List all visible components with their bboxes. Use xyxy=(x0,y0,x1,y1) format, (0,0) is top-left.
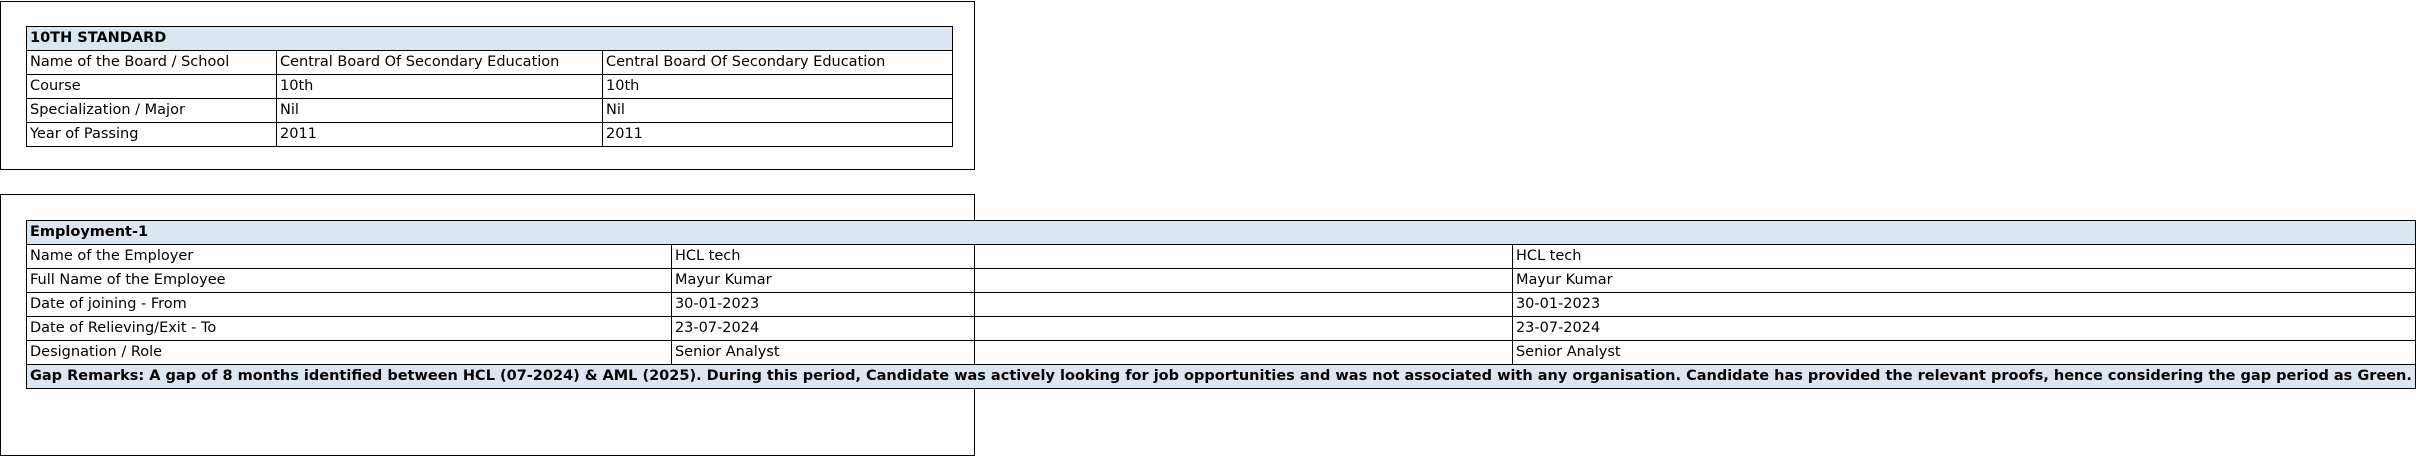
row-value-1: Mayur Kumar xyxy=(671,269,1512,293)
row-value-1: 23-07-2024 xyxy=(671,317,1512,341)
table-row xyxy=(27,341,2416,365)
row-value-2: 2011 xyxy=(603,123,953,147)
row-value-2: Nil xyxy=(603,99,953,123)
row-value-1: Central Board Of Secondary Education xyxy=(277,51,603,75)
row-label: Date of joining - From xyxy=(27,293,672,317)
table-row xyxy=(27,269,2416,293)
row-value-2: Senior Analyst xyxy=(1512,341,2415,365)
education-table xyxy=(26,26,953,147)
row-value-2: HCL tech xyxy=(1512,245,2415,269)
table-row xyxy=(27,317,2416,341)
row-label: Full Name of the Employee xyxy=(27,269,672,293)
employment-header: Employment-1 xyxy=(27,221,2416,245)
employment-panel xyxy=(0,194,2412,456)
table-row xyxy=(27,123,953,147)
education-panel xyxy=(0,1,975,170)
education-header-row xyxy=(27,27,953,51)
row-value-1: HCL tech xyxy=(671,245,1512,269)
row-value-1: Nil xyxy=(277,99,603,123)
table-row xyxy=(27,51,953,75)
education-header: 10TH STANDARD xyxy=(27,27,953,51)
row-value-1: 30-01-2023 xyxy=(671,293,1512,317)
row-value-2: Central Board Of Secondary Education xyxy=(603,51,953,75)
employment-header-row xyxy=(27,221,2416,245)
employment-table xyxy=(26,220,2416,389)
row-value-1: 10th xyxy=(277,75,603,99)
row-value-2: 30-01-2023 xyxy=(1512,293,2415,317)
row-label: Name of the Board / School xyxy=(27,51,277,75)
table-row xyxy=(27,245,2416,269)
row-value-1: 2011 xyxy=(277,123,603,147)
row-value-2: 10th xyxy=(603,75,953,99)
table-row xyxy=(27,99,953,123)
row-label: Name of the Employer xyxy=(27,245,672,269)
row-label: Designation / Role xyxy=(27,341,672,365)
gap-remarks: Gap Remarks: A gap of 8 months identified between HCL (07-2024) & AML (2025). During this period, Candidate was actively looking for job opportunities and was not associated with any organisation. Candidate has provided the relevant proofs, hence considering the gap period as Green. xyxy=(27,365,2416,389)
gap-remarks-row xyxy=(27,365,2416,389)
row-value-2: Mayur Kumar xyxy=(1512,269,2415,293)
row-value-1: Senior Analyst xyxy=(671,341,1512,365)
row-label: Specialization / Major xyxy=(27,99,277,123)
table-row xyxy=(27,75,953,99)
row-value-2: 23-07-2024 xyxy=(1512,317,2415,341)
table-row xyxy=(27,293,2416,317)
row-label: Course xyxy=(27,75,277,99)
row-label: Year of Passing xyxy=(27,123,277,147)
row-label: Date of Relieving/Exit - To xyxy=(27,317,672,341)
